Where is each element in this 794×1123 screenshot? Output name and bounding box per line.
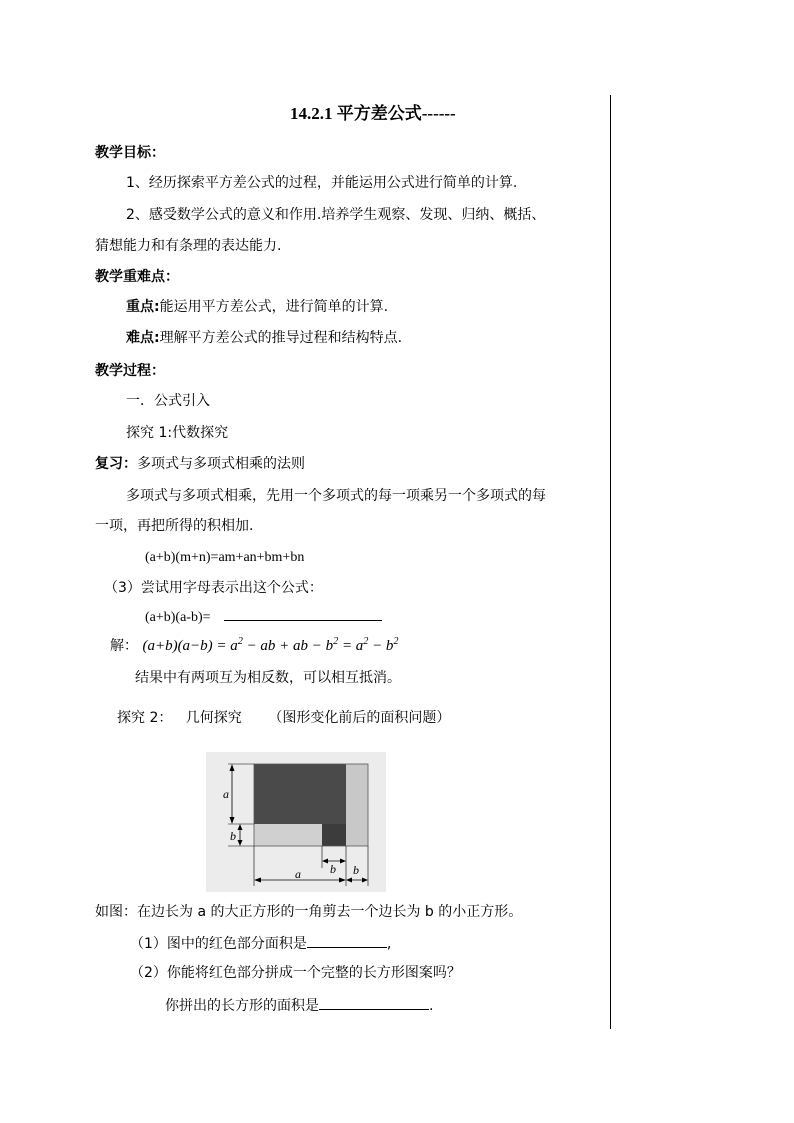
section-1-title: 一．公式引入 [126, 393, 210, 409]
rule-text-2: 一项，再把所得的积相加. [95, 518, 254, 534]
solution-formula: $(a+b)(a-b) = a^2$ − ab + ab − $b^2 = a^2 - b^2$ [142, 636, 399, 654]
review-text: 多项式与多项式相乘的法则 [137, 456, 305, 472]
question-1-blank [307, 933, 387, 948]
keypoints-heading: 教学重难点： [95, 269, 179, 285]
review-line [95, 454, 305, 474]
geometry-figure [206, 752, 386, 892]
label-b-bottom: b [353, 863, 359, 877]
label-b-inner: b [330, 862, 336, 876]
label-b-vertical: b [230, 829, 236, 843]
try-answer-blank [224, 606, 382, 621]
try-expression [145, 606, 382, 628]
difficulty-point [126, 328, 402, 348]
question-2b-blank [319, 995, 429, 1010]
key-point-label: 重点: [126, 299, 160, 315]
label-a-vertical: a [223, 787, 229, 801]
question-1-end: , [386, 936, 392, 952]
explore-2-title: 探究 2： 几何探究 （图形变化前后的面积问题） [117, 710, 451, 726]
review-label: 复习： [95, 456, 137, 472]
key-point [126, 297, 388, 317]
question-2b-text: 你拼出的长方形的面积是 [165, 998, 319, 1014]
try-prompt: （3）尝试用字母表示出这个公式： [104, 580, 323, 596]
explore-1-title: 探究 1:代数探究 [126, 425, 229, 441]
question-2b [165, 995, 433, 1016]
process-heading: 教学过程： [95, 363, 165, 379]
solution-label: 解： [110, 638, 138, 654]
difficulty-text: 理解平方差公式的推导过程和结构特点. [159, 330, 403, 346]
question-2: （2）你能将红色部分拼成一个完整的长方形图案吗？ [130, 965, 461, 981]
side-strip [346, 764, 368, 846]
expansion-formula: (a+b)(m+n)=am+an+bm+bn [145, 550, 305, 565]
result-text: 结果中有两项互为相反数，可以相互抵消。 [135, 670, 401, 686]
label-a-bottom: a [295, 867, 301, 881]
remaining-region-bottom [254, 824, 322, 846]
remaining-region-top [254, 764, 346, 824]
objective-item-2-cont: 猜想能力和有条理的表达能力. [95, 238, 282, 254]
question-1 [130, 933, 391, 954]
question-1-text: （1）图中的红色部分面积是 [130, 936, 307, 952]
right-margin-rule [610, 95, 611, 1029]
objective-item-2: 2、感受数学公式的意义和作用.培养学生观察、发现、归纳、概括、 [126, 207, 546, 223]
figure-intro: 如图：在边长为 a 的大正方形的一角剪去一个边长为 b 的小正方形。 [95, 904, 523, 920]
question-2b-end: . [429, 998, 434, 1014]
rule-text-1: 多项式与多项式相乘，先用一个多项式的每一项乘另一个多项式的每 [126, 488, 546, 504]
objective-item-1: 1、经历探索平方差公式的过程，并能运用公式进行简单的计算. [126, 175, 518, 191]
page-title: 14.2.1 平方差公式------ [290, 104, 456, 123]
difficulty-label: 难点: [126, 330, 160, 346]
key-point-text: 能运用平方差公式，进行简单的计算. [159, 299, 389, 315]
try-expression-text: (a+b)(a-b)= [145, 610, 211, 625]
cut-square [322, 824, 346, 846]
objectives-heading: 教学目标： [95, 145, 165, 161]
solution-line [110, 636, 398, 656]
